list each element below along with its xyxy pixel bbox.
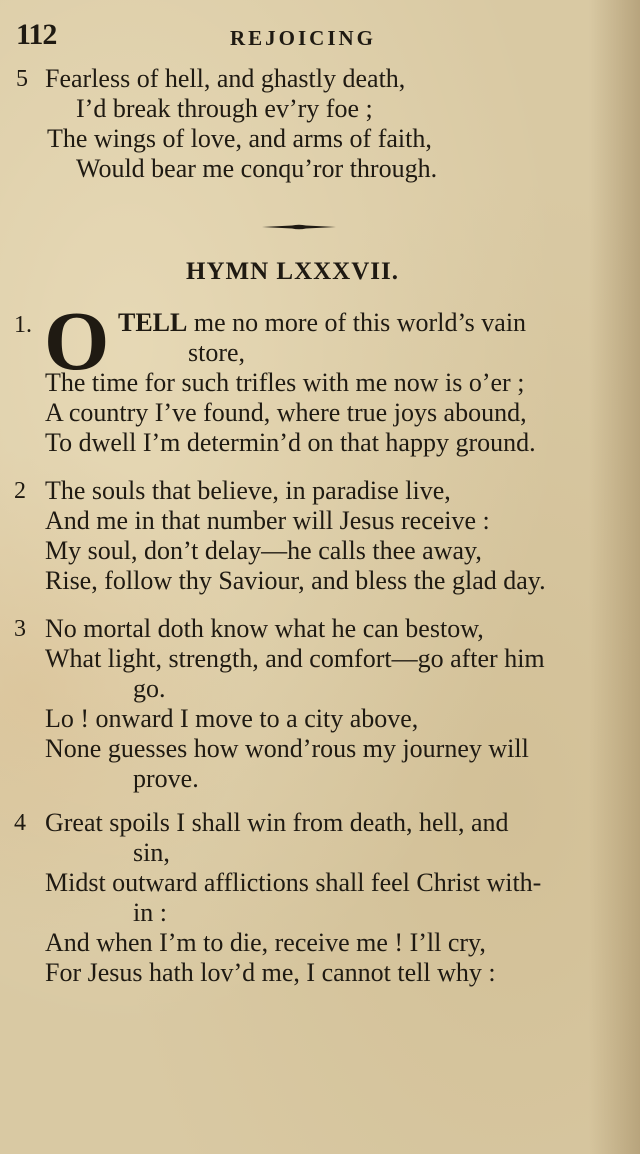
hymn-title: HYMN LXXXVII. — [186, 258, 399, 285]
verse-line: None guesses how wond’rous my journey will — [45, 734, 529, 763]
verse-number: 5 — [16, 66, 28, 92]
verse-line: Lo ! onward I move to a city above, — [45, 704, 419, 733]
verse-number: 1. — [14, 312, 32, 338]
drop-cap: O — [44, 295, 110, 388]
verse-line: A country I’ve found, where true joys abound, — [45, 398, 527, 427]
verse-line: Great spoils I shall win from death, hell, and — [45, 808, 509, 837]
verse-line: The wings of love, and arms of faith, — [47, 124, 432, 153]
page-number: 112 — [16, 18, 57, 51]
verse-number: 4 — [14, 810, 26, 836]
verse-number: 2 — [14, 478, 26, 504]
verse-line: Rise, follow thy Saviour, and bless the glad day. — [45, 566, 546, 595]
verse-line: in : — [133, 898, 167, 927]
verse-number: 3 — [14, 616, 26, 642]
verse-line: prove. — [133, 764, 199, 793]
verse-line: store, — [188, 338, 246, 367]
verse-line: Midst outward afflictions shall feel Christ with- — [45, 868, 542, 897]
verse-line: To dwell I’m determin’d on that happy ground. — [45, 428, 536, 457]
verse-line: And me in that number will Jesus receive : — [45, 506, 490, 535]
verse-line: I’d break through ev’ry foe ; — [76, 94, 373, 123]
verse-line — [118, 308, 526, 338]
running-title: REJOICING — [230, 26, 377, 50]
page-header — [0, 14, 640, 54]
verse-line: The souls that believe, in paradise live, — [45, 476, 451, 505]
verse-line: What light, strength, and comfort—go after him — [45, 644, 545, 673]
verse-line: The time for such trifles with me now is o’er ; — [45, 368, 525, 397]
verse-line: My soul, don’t delay—he calls thee away, — [45, 536, 482, 565]
verse-line: go. — [133, 674, 166, 703]
verse-line: And when I’m to die, receive me ! I’ll cry, — [45, 928, 486, 957]
verse-line-text: me no more of this world’s vain — [193, 308, 527, 337]
verse-line: For Jesus hath lov’d me, I cannot tell why : — [45, 958, 496, 987]
verse-line: No mortal doth know what he can bestow, — [45, 614, 484, 643]
first-word: TELL — [118, 308, 188, 337]
verse-line: Would bear me conqu’ror through. — [76, 154, 438, 183]
verse-line: sin, — [133, 838, 170, 867]
rule-ornament-icon — [262, 224, 336, 230]
verse-line: Fearless of hell, and ghastly death, — [45, 64, 406, 93]
